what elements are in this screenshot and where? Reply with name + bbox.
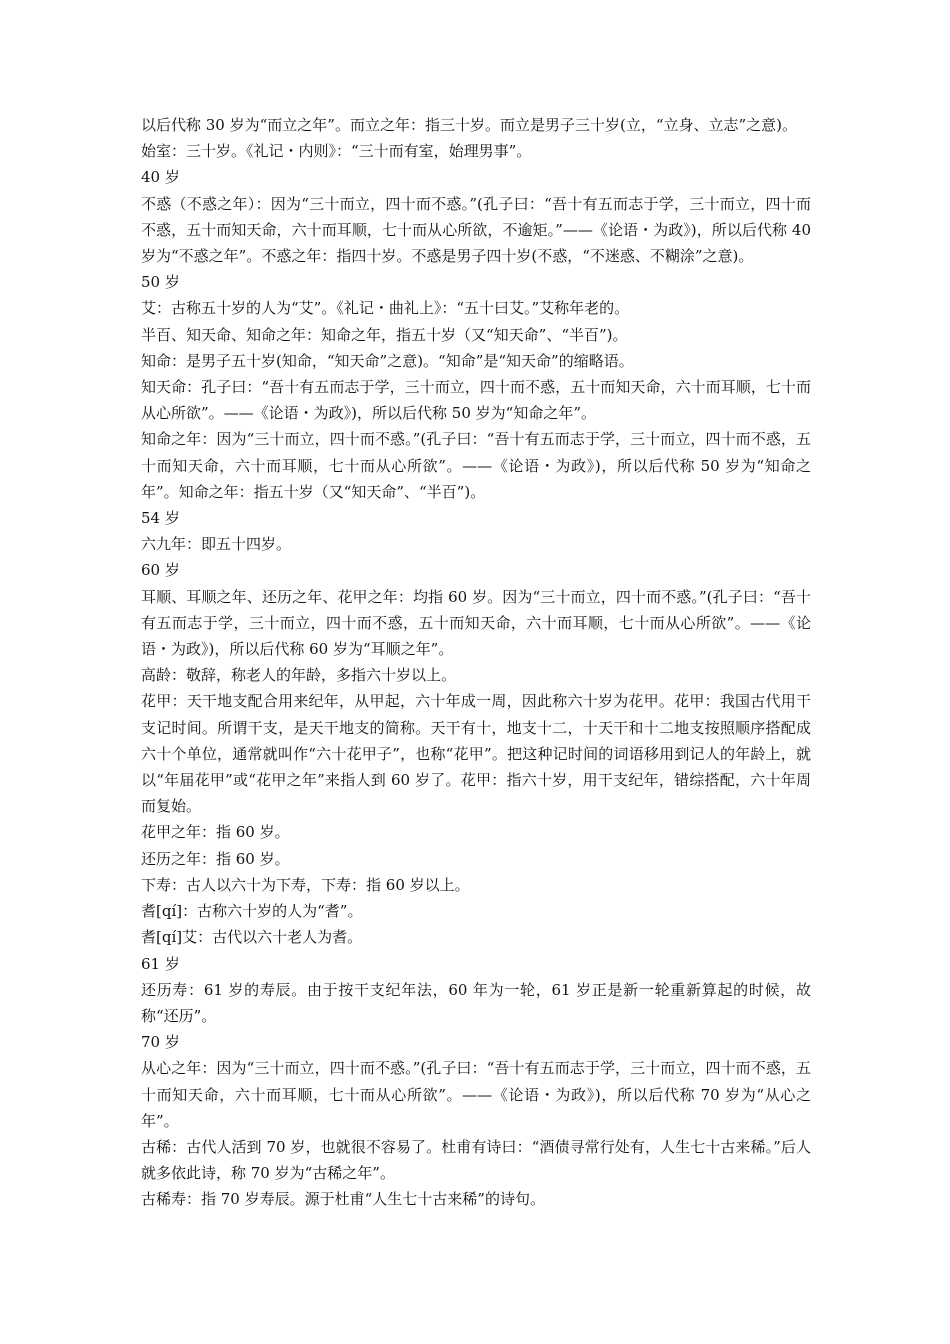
paragraph-zhiming: 知命：是男子五十岁(知命，“知天命”之意)。“知命”是“知天命”的缩略语。 xyxy=(141,351,634,370)
paragraph-guxi: 古稀：古代人活到 70 岁，也就很不容易了。杜甫有诗曰：“酒债寻常行处有，人生七十古来稀。”后人就多依此诗，称 70 岁为“古稀之年”。 xyxy=(141,1137,811,1183)
paragraph-qiai: 耆[qí]艾：古代以六十老人为耆。 xyxy=(141,928,363,947)
paragraph-banbai: 半百、知天命、知命之年：知命之年，指五十岁（又“知天命”、“半百”)。 xyxy=(141,325,628,344)
paragraph-congxinzhinian: 从心之年：因为“三十而立，四十而不惑。”(孔子曰：“吾十有五而志于学，三十而立，四十而不惑，五十而知天命，六十而耳顺，七十而从心所欲”。——《论语・为政》)，所以后代称 70 岁为“从心之年”。 xyxy=(141,1059,811,1130)
paragraph-guxishou: 古稀寿：指 70 岁寿辰。源于杜甫“人生七十古来稀”的诗句。 xyxy=(141,1190,545,1209)
age-heading-61: 61 岁 xyxy=(141,954,180,973)
paragraph-shishi: 始室：三十岁。《礼记・内则》：“三十而有室，始理男事”。 xyxy=(141,142,532,161)
paragraph-ershun: 耳顺、耳顺之年、还历之年、花甲之年：均指 60 岁。因为“三十而立，四十而不惑。”(孔子曰：“吾十有五而志于学，三十而立，四十而不惑，五十而知天命，六十而耳顺，七十而从心所欲”。——《论语・为政》)，所以后代称 60 岁为“耳顺之年”。 xyxy=(141,587,811,659)
age-heading-70: 70 岁 xyxy=(141,1033,180,1052)
paragraph-zhimingzhinian: 知命之年：因为“三十而立，四十而不惑。”(孔子曰：“吾十有五而志于学，三十而立，四十而不惑，五十而知天命，六十而耳顺，七十而从心所欲”。——《论语・为政》)，所以后代称 50 岁为“知命之年”。知命之年：指五十岁（又“知天命”、“半百”)。 xyxy=(141,430,811,501)
age-heading-60: 60 岁 xyxy=(141,561,180,580)
age-heading-54: 54 岁 xyxy=(141,509,180,528)
paragraph-liujiunian: 六九年：即五十四岁。 xyxy=(141,535,292,554)
paragraph-gaoling: 高龄：敬辞，称老人的年龄，多指六十岁以上。 xyxy=(141,666,457,685)
age-heading-50: 50 岁 xyxy=(141,273,180,292)
paragraph-qi: 耆[qí]：古称六十岁的人为“耆”。 xyxy=(141,902,363,921)
paragraph-ai: 艾：古称五十岁的人为“艾”。《礼记・曲礼上》：“五十曰艾。”艾称年老的。 xyxy=(141,299,630,318)
paragraph-zhitianming: 知天命：孔子曰：“吾十有五而志于学，三十而立，四十而不惑，五十而知天命，六十而耳顺，七十而从心所欲”。——《论语・为政》)，所以后代称 50 岁为“知命之年”。 xyxy=(141,378,811,423)
paragraph-erli-continued: 以后代称 30 岁为“而立之年”。而立之年：指三十岁。而立是男子三十岁(立，“立身、立志”之意)。 xyxy=(141,116,798,134)
paragraph-huanlishou: 还历寿：61 岁的寿辰。由于按干支纪年法，60 年为一轮，61 岁正是新一轮重新算起的时候，故称“还历”。 xyxy=(141,980,811,1025)
paragraph-huanlizhinian: 还历之年：指 60 岁。 xyxy=(141,849,290,868)
paragraph-huajiazhinian: 花甲之年：指 60 岁。 xyxy=(141,823,290,842)
paragraph-buhuo: 不惑（不惑之年）：因为“三十而立，四十而不惑。”(孔子曰：“吾十有五而志于学，三十而立，四十而不惑，五十而知天命，六十而耳顺，七十而从心所欲，不逾矩。”——《论语・为政》)，所以后代称 40 岁为“不惑之年”。不惑之年：指四十岁。不惑是男子四十岁(不惑，“不迷惑、不糊涂”之意)。 xyxy=(141,194,811,266)
paragraph-huajia: 花甲：天干地支配合用来纪年，从甲起，六十年成一周，因此称六十岁为花甲。花甲：我国古代用干支记时间。所谓干支，是天干地支的简称。天干有十，地支十二，十天干和十二地支按照顺序搭配成六十个单位，通常就叫作“六十花甲子”，也称“花甲”。把这种记时间的词语移用到记人的年龄上，就以“年届花甲”或“花甲之年”来指人到 60 岁了。花甲：指六十岁，用干支纪年，错综搭配，六十年周而复始。 xyxy=(141,692,811,816)
age-heading-40: 40 岁 xyxy=(141,168,180,187)
document-page xyxy=(141,112,811,1213)
paragraph-xiashou: 下寿：古人以六十为下寿，下寿：指 60 岁以上。 xyxy=(141,875,470,894)
